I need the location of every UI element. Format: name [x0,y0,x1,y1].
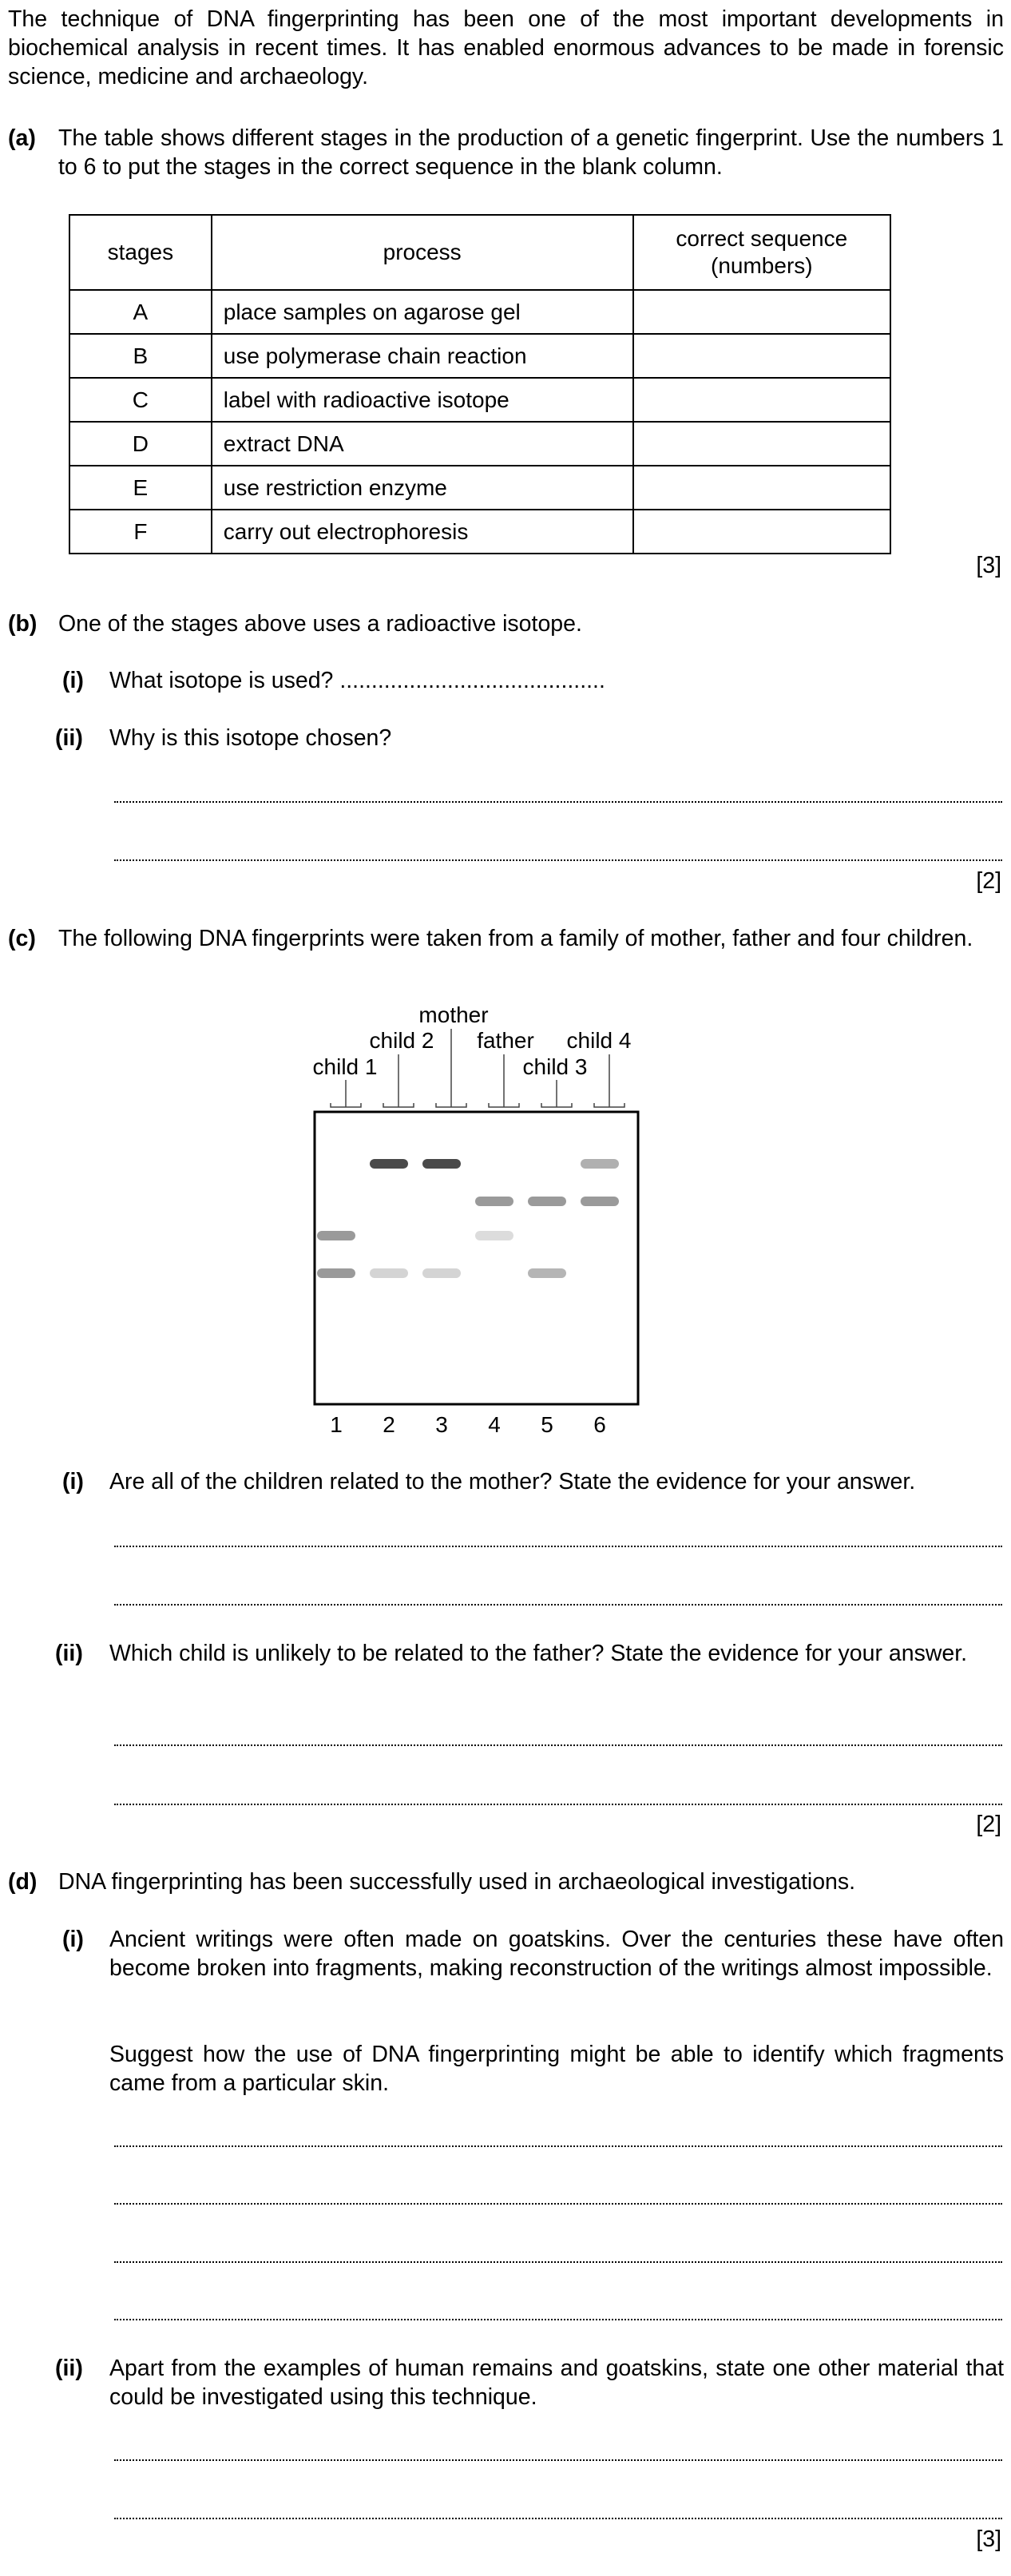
answer-line[interactable] [114,1804,1002,1805]
part-d-ii-label: (ii) [55,2356,83,2381]
label-child-4: child 4 [566,1028,632,1053]
answer-line[interactable] [114,2319,1002,2320]
part-b-ii-text: Why is this isotope chosen? [109,725,392,751]
header-stages: stages [69,215,212,290]
sequence-answer-cell[interactable] [633,378,890,422]
gel-band-lane-1 [317,1268,355,1278]
stage-cell: D [69,422,212,466]
answer-line[interactable] [114,2145,1002,2147]
answer-line[interactable] [114,1744,1002,1746]
part-d-label: (d) [8,1869,38,1895]
sequence-answer-cell[interactable] [633,510,890,554]
part-d-i-text-1: Ancient writings were often made on goatskins. Over the centuries these have often become broken into fragments, making reconstruction of the writings almost impossible. [109,1927,1004,1981]
part-b-ii-label: (ii) [55,725,83,751]
part-c-i-label: (i) [62,1469,84,1494]
part-d-text: DNA fingerprinting has been successfully used in archaeological investigations. [58,1869,856,1895]
gel-box [315,1112,638,1404]
gel-band-lane-5 [528,1197,566,1206]
part-c-marks: [2] [976,1812,1001,1837]
sequence-answer-cell[interactable] [633,466,890,510]
gel-band-lane-6 [581,1197,619,1206]
part-c-text: The following DNA fingerprints were taken from a family of mother, father and four children. [58,926,973,951]
label-child-1: child 1 [312,1054,378,1079]
gel-band-lane-4 [475,1197,513,1206]
table-row [69,510,890,554]
part-b-marks: [2] [976,868,1001,894]
label-father: father [477,1028,534,1053]
part-a-text: The table shows different stages in the production of a genetic fingerprint. Use the numbers 1 to 6 to put the stages in the correct sequence in the blank column. [58,125,1004,180]
table-row [69,334,890,378]
table-header-row [69,215,890,290]
part-c-ii-text: Which child is unlikely to be related to the father? State the evidence for your answer. [109,1641,968,1666]
part-d-marks: [3] [976,2526,1001,2552]
stage-cell: C [69,378,212,422]
gel-band-lane-4 [475,1231,513,1240]
label-child-3: child 3 [522,1054,588,1079]
stage-cell: E [69,466,212,510]
dna-gel-diagram [295,998,655,1455]
part-a-label: (a) [8,125,36,151]
part-c-i-text: Are all of the children related to the mother? State the evidence for your answer. [109,1469,916,1494]
sequence-answer-cell[interactable] [633,290,890,334]
lane-number: 3 [435,1412,448,1437]
part-b-label: (b) [8,611,38,637]
gel-band-lane-3 [422,1268,461,1278]
part-b-text: One of the stages above uses a radioactive isotope. [58,611,582,637]
stage-cell: B [69,334,212,378]
table-row [69,466,890,510]
part-d-i-text-2: Suggest how the use of DNA fingerprinting might be able to identify which fragments came from a particular skin. [109,2042,1004,2096]
header-correct-sequence: correct sequence (numbers) [633,215,890,290]
table-row [69,422,890,466]
lane-number: 1 [330,1412,343,1437]
gel-band-lane-2 [370,1268,408,1278]
part-a-marks: [3] [976,553,1001,578]
process-cell: place samples on agarose gel [212,290,633,334]
part-b-i-label: (i) [62,668,84,693]
process-cell: extract DNA [212,422,633,466]
gel-band-lane-2 [370,1159,408,1169]
answer-line[interactable] [114,2459,1002,2461]
answer-line[interactable] [114,801,1002,803]
process-cell: label with radioactive isotope [212,378,633,422]
stage-cell: A [69,290,212,334]
sequence-answer-cell[interactable] [633,422,890,466]
lane-number: 6 [593,1412,606,1437]
stage-cell: F [69,510,212,554]
process-cell: carry out electrophoresis [212,510,633,554]
part-d-i-label: (i) [62,1927,84,1952]
answer-line[interactable] [114,859,1002,861]
label-mother: mother [418,1002,489,1027]
sequence-answer-cell[interactable] [633,334,890,378]
gel-band-lane-3 [422,1159,461,1169]
answer-line[interactable] [114,1546,1002,1547]
gel-band-lane-6 [581,1159,619,1169]
lane-number: 5 [541,1412,553,1437]
gel-band-lane-1 [317,1231,355,1240]
lane-number: 4 [488,1412,501,1437]
label-child-2: child 2 [369,1028,434,1053]
part-b-i-text: What isotope is used? .......................................... [109,668,605,693]
stages-table [69,214,891,554]
answer-line[interactable] [114,2261,1002,2263]
table-row [69,378,890,422]
table-row [69,290,890,334]
intro-text: The technique of DNA fingerprinting has been one of the most important developments in biochemical analysis in recent times. It has enabled enormous advances to be made in forensic science, medicine and archaeology. [8,6,1004,89]
header-process: process [212,215,633,290]
answer-line[interactable] [114,2518,1002,2519]
lane-number: 2 [383,1412,395,1437]
process-cell: use polymerase chain reaction [212,334,633,378]
answer-line[interactable] [114,1604,1002,1606]
part-c-ii-label: (ii) [55,1641,83,1666]
answer-line[interactable] [114,2203,1002,2205]
process-cell: use restriction enzyme [212,466,633,510]
part-c-label: (c) [8,926,36,951]
gel-band-lane-5 [528,1268,566,1278]
part-d-ii-text: Apart from the examples of human remains and goatskins, state one other material that could be investigated using this technique. [109,2356,1004,2410]
